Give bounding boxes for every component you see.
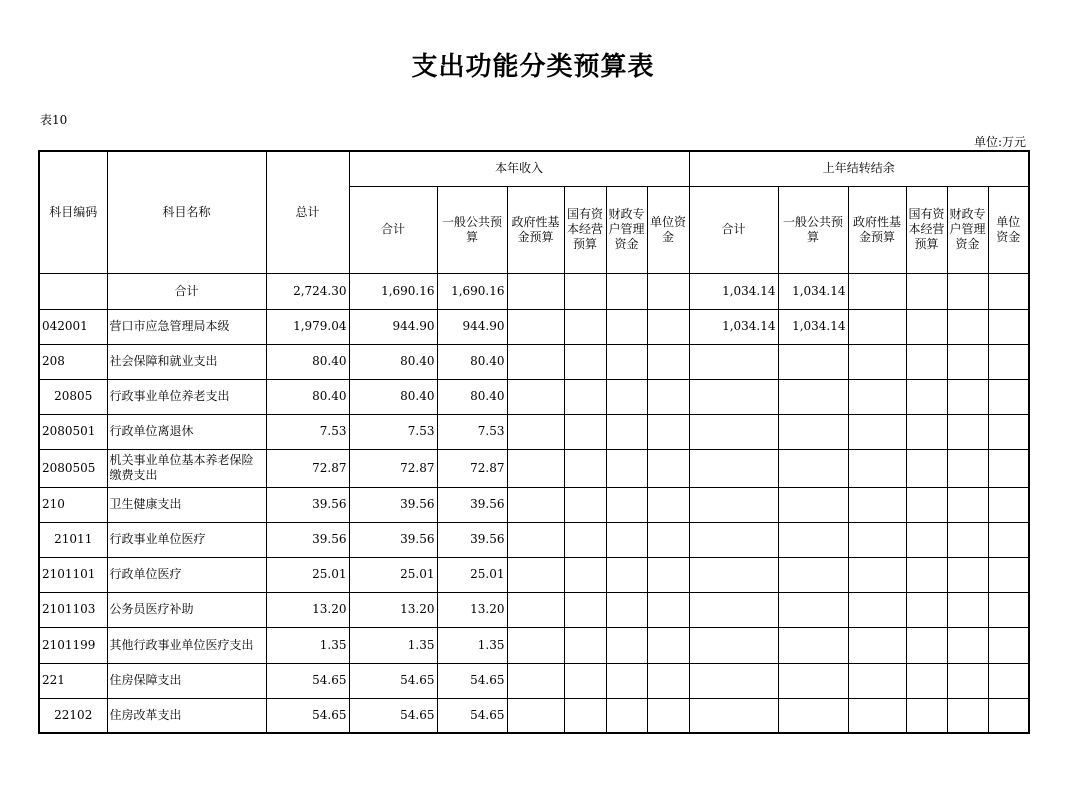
- cell-co-total: [689, 379, 778, 414]
- cell-co-general: [778, 414, 848, 449]
- cell-total: 54.65: [266, 663, 349, 698]
- cell-co-gov: [848, 663, 906, 698]
- header-total: 总计: [266, 151, 349, 273]
- cell-cy-total: 1,690.16: [349, 273, 437, 309]
- cell-cy-total: 80.40: [349, 344, 437, 379]
- cell-cy-total: 54.65: [349, 698, 437, 733]
- cell-cy-gov: [507, 379, 564, 414]
- cell-total: 1,979.04: [266, 309, 349, 344]
- cell-name: 营口市应急管理局本级: [107, 309, 266, 344]
- cell-cy-general: 80.40: [437, 379, 507, 414]
- cell-co-state: [906, 592, 947, 627]
- cell-co-general: [778, 379, 848, 414]
- cell-total: 80.40: [266, 379, 349, 414]
- cell-co-unit: [988, 449, 1029, 487]
- cell-cy-state: [564, 557, 606, 592]
- table-row: [39, 309, 1029, 344]
- cell-cy-state: [564, 698, 606, 733]
- cell-cy-general: 1,690.16: [437, 273, 507, 309]
- cell-co-general: [778, 663, 848, 698]
- cell-cy-fiscal: [606, 627, 647, 663]
- cell-code: 22102: [39, 698, 107, 733]
- cell-co-unit: [988, 414, 1029, 449]
- cell-cy-total: 54.65: [349, 663, 437, 698]
- cell-co-unit: [988, 273, 1029, 309]
- cell-name: 卫生健康支出: [107, 487, 266, 522]
- cell-cy-fiscal: [606, 273, 647, 309]
- cell-co-general: [778, 449, 848, 487]
- cell-cy-total: 72.87: [349, 449, 437, 487]
- table-number: 表10: [40, 113, 68, 127]
- cell-cy-general: 39.56: [437, 522, 507, 557]
- cell-co-total: [689, 487, 778, 522]
- cell-co-general: [778, 698, 848, 733]
- cell-cy-general: 944.90: [437, 309, 507, 344]
- header-cy-gov-fund: 政府性基金预算: [507, 186, 564, 273]
- cell-co-state: [906, 344, 947, 379]
- header-co-gov-fund: 政府性基金预算: [848, 186, 906, 273]
- cell-co-unit: [988, 592, 1029, 627]
- cell-total: 54.65: [266, 698, 349, 733]
- cell-co-state: [906, 627, 947, 663]
- cell-cy-unit: [647, 273, 689, 309]
- cell-code: 042001: [39, 309, 107, 344]
- cell-cy-general: 7.53: [437, 414, 507, 449]
- cell-co-total: [689, 592, 778, 627]
- cell-cy-total: 7.53: [349, 414, 437, 449]
- cell-total: 39.56: [266, 487, 349, 522]
- cell-cy-total: 80.40: [349, 379, 437, 414]
- cell-cy-fiscal: [606, 344, 647, 379]
- cell-cy-gov: [507, 627, 564, 663]
- cell-co-general: 1,034.14: [778, 309, 848, 344]
- cell-cy-gov: [507, 522, 564, 557]
- cell-cy-fiscal: [606, 309, 647, 344]
- cell-co-fiscal: [947, 309, 988, 344]
- cell-code: 221: [39, 663, 107, 698]
- cell-co-total: [689, 414, 778, 449]
- header-co-state-capital: 国有资本经营预算: [906, 186, 947, 273]
- cell-co-total: [689, 344, 778, 379]
- cell-co-unit: [988, 487, 1029, 522]
- cell-co-state: [906, 522, 947, 557]
- cell-code: 2101103: [39, 592, 107, 627]
- cell-name: 住房改革支出: [107, 698, 266, 733]
- cell-cy-gov: [507, 344, 564, 379]
- cell-cy-fiscal: [606, 522, 647, 557]
- cell-total: 7.53: [266, 414, 349, 449]
- cell-cy-state: [564, 344, 606, 379]
- cell-co-fiscal: [947, 698, 988, 733]
- cell-co-general: [778, 487, 848, 522]
- cell-cy-total: 944.90: [349, 309, 437, 344]
- cell-co-gov: [848, 273, 906, 309]
- cell-co-state: [906, 557, 947, 592]
- cell-code: [39, 273, 107, 309]
- cell-name: 机关事业单位基本养老保险缴费支出: [107, 449, 266, 487]
- cell-co-general: [778, 627, 848, 663]
- cell-cy-state: [564, 627, 606, 663]
- cell-name: 住房保障支出: [107, 663, 266, 698]
- table-row: [39, 627, 1029, 663]
- cell-cy-unit: [647, 309, 689, 344]
- cell-cy-gov: [507, 273, 564, 309]
- cell-total: 13.20: [266, 592, 349, 627]
- page-title: 支出功能分类预算表: [411, 52, 655, 82]
- cell-co-state: [906, 698, 947, 733]
- cell-co-total: [689, 663, 778, 698]
- cell-co-fiscal: [947, 487, 988, 522]
- cell-name: 行政单位离退休: [107, 414, 266, 449]
- cell-cy-general: 1.35: [437, 627, 507, 663]
- cell-cy-general: 54.65: [437, 663, 507, 698]
- cell-cy-fiscal: [606, 592, 647, 627]
- header-co-unit-fund: 单位资金: [988, 186, 1029, 273]
- cell-cy-unit: [647, 522, 689, 557]
- cell-cy-state: [564, 414, 606, 449]
- cell-name: 行政单位医疗: [107, 557, 266, 592]
- table-row: [39, 522, 1029, 557]
- header-co-subtotal: 合计: [689, 186, 778, 273]
- cell-cy-general: 13.20: [437, 592, 507, 627]
- cell-co-total: [689, 449, 778, 487]
- cell-cy-fiscal: [606, 698, 647, 733]
- cell-cy-state: [564, 487, 606, 522]
- cell-cy-general: 72.87: [437, 449, 507, 487]
- cell-cy-gov: [507, 449, 564, 487]
- cell-co-general: 1,034.14: [778, 273, 848, 309]
- cell-cy-unit: [647, 379, 689, 414]
- cell-co-fiscal: [947, 627, 988, 663]
- cell-co-gov: [848, 379, 906, 414]
- table-row: [39, 273, 1029, 309]
- cell-co-gov: [848, 449, 906, 487]
- cell-cy-unit: [647, 663, 689, 698]
- cell-total: 2,724.30: [266, 273, 349, 309]
- cell-co-unit: [988, 522, 1029, 557]
- cell-cy-unit: [647, 414, 689, 449]
- header-carryover: 上年结转结余: [689, 151, 1029, 186]
- cell-co-fiscal: [947, 344, 988, 379]
- cell-cy-total: 13.20: [349, 592, 437, 627]
- cell-name: 社会保障和就业支出: [107, 344, 266, 379]
- cell-code: 208: [39, 344, 107, 379]
- cell-code: 20805: [39, 379, 107, 414]
- cell-co-gov: [848, 592, 906, 627]
- cell-cy-total: 1.35: [349, 627, 437, 663]
- cell-code: 210: [39, 487, 107, 522]
- table-row: [39, 698, 1029, 733]
- cell-co-fiscal: [947, 663, 988, 698]
- cell-cy-unit: [647, 627, 689, 663]
- budget-table: [38, 150, 1030, 734]
- cell-cy-general: 39.56: [437, 487, 507, 522]
- cell-co-total: [689, 627, 778, 663]
- cell-cy-unit: [647, 698, 689, 733]
- table-row: [39, 449, 1029, 487]
- cell-co-unit: [988, 344, 1029, 379]
- cell-name: 合计: [107, 273, 266, 309]
- cell-name: 公务员医疗补助: [107, 592, 266, 627]
- header-co-general: 一般公共预算: [778, 186, 848, 273]
- cell-cy-state: [564, 273, 606, 309]
- cell-co-general: [778, 522, 848, 557]
- cell-cy-unit: [647, 592, 689, 627]
- cell-cy-gov: [507, 698, 564, 733]
- cell-cy-state: [564, 379, 606, 414]
- cell-cy-total: 39.56: [349, 487, 437, 522]
- cell-co-gov: [848, 522, 906, 557]
- cell-co-unit: [988, 379, 1029, 414]
- cell-total: 80.40: [266, 344, 349, 379]
- cell-name: 其他行政事业单位医疗支出: [107, 627, 266, 663]
- cell-cy-unit: [647, 449, 689, 487]
- table-row: [39, 557, 1029, 592]
- cell-cy-gov: [507, 414, 564, 449]
- cell-co-state: [906, 663, 947, 698]
- cell-cy-fiscal: [606, 449, 647, 487]
- cell-cy-gov: [507, 663, 564, 698]
- header-cy-general: 一般公共预算: [437, 186, 507, 273]
- cell-co-state: [906, 273, 947, 309]
- table-row: [39, 592, 1029, 627]
- cell-name: 行政事业单位养老支出: [107, 379, 266, 414]
- header-cy-fiscal-special: 财政专户管理资金: [606, 186, 647, 273]
- cell-cy-gov: [507, 557, 564, 592]
- cell-co-gov: [848, 627, 906, 663]
- cell-cy-fiscal: [606, 379, 647, 414]
- cell-co-total: [689, 522, 778, 557]
- cell-co-total: [689, 557, 778, 592]
- cell-co-fiscal: [947, 414, 988, 449]
- cell-co-total: [689, 698, 778, 733]
- cell-co-unit: [988, 627, 1029, 663]
- cell-co-state: [906, 414, 947, 449]
- cell-co-state: [906, 309, 947, 344]
- cell-co-total: 1,034.14: [689, 309, 778, 344]
- cell-cy-fiscal: [606, 487, 647, 522]
- cell-co-gov: [848, 344, 906, 379]
- cell-co-state: [906, 449, 947, 487]
- cell-code: 2080505: [39, 449, 107, 487]
- cell-cy-state: [564, 449, 606, 487]
- cell-co-gov: [848, 309, 906, 344]
- cell-co-fiscal: [947, 592, 988, 627]
- cell-cy-unit: [647, 344, 689, 379]
- cell-co-gov: [848, 698, 906, 733]
- table-row: [39, 344, 1029, 379]
- cell-cy-total: 39.56: [349, 522, 437, 557]
- cell-co-unit: [988, 557, 1029, 592]
- cell-cy-unit: [647, 557, 689, 592]
- cell-co-total: 1,034.14: [689, 273, 778, 309]
- cell-cy-general: 54.65: [437, 698, 507, 733]
- cell-cy-unit: [647, 487, 689, 522]
- cell-total: 25.01: [266, 557, 349, 592]
- cell-cy-state: [564, 592, 606, 627]
- cell-co-fiscal: [947, 273, 988, 309]
- header-cy-unit-fund: 单位资金: [647, 186, 689, 273]
- header-co-fiscal-special: 财政专户管理资金: [947, 186, 988, 273]
- table-row: [39, 663, 1029, 698]
- header-current-year: 本年收入: [349, 151, 689, 186]
- cell-co-unit: [988, 309, 1029, 344]
- cell-co-gov: [848, 414, 906, 449]
- cell-cy-state: [564, 522, 606, 557]
- cell-code: 2080501: [39, 414, 107, 449]
- cell-cy-gov: [507, 592, 564, 627]
- table-row: [39, 379, 1029, 414]
- table-row: [39, 414, 1029, 449]
- header-cy-subtotal: 合计: [349, 186, 437, 273]
- cell-cy-general: 25.01: [437, 557, 507, 592]
- cell-co-fiscal: [947, 522, 988, 557]
- cell-total: 72.87: [266, 449, 349, 487]
- cell-code: 2101101: [39, 557, 107, 592]
- unit-label: 单位:万元: [973, 135, 1026, 149]
- cell-co-state: [906, 487, 947, 522]
- cell-co-general: [778, 557, 848, 592]
- cell-cy-state: [564, 309, 606, 344]
- cell-cy-gov: [507, 487, 564, 522]
- cell-co-general: [778, 344, 848, 379]
- table-row: [39, 487, 1029, 522]
- cell-co-gov: [848, 557, 906, 592]
- cell-total: 1.35: [266, 627, 349, 663]
- cell-cy-fiscal: [606, 414, 647, 449]
- cell-cy-total: 25.01: [349, 557, 437, 592]
- cell-cy-fiscal: [606, 557, 647, 592]
- cell-co-gov: [848, 487, 906, 522]
- cell-total: 39.56: [266, 522, 349, 557]
- cell-cy-gov: [507, 309, 564, 344]
- cell-co-fiscal: [947, 379, 988, 414]
- cell-code: 21011: [39, 522, 107, 557]
- cell-co-fiscal: [947, 449, 988, 487]
- cell-name: 行政事业单位医疗: [107, 522, 266, 557]
- cell-co-unit: [988, 698, 1029, 733]
- header-cy-state-capital: 国有资本经营预算: [564, 186, 606, 273]
- cell-co-general: [778, 592, 848, 627]
- header-code: 科目编码: [39, 151, 107, 273]
- cell-cy-general: 80.40: [437, 344, 507, 379]
- cell-co-fiscal: [947, 557, 988, 592]
- cell-cy-state: [564, 663, 606, 698]
- cell-co-state: [906, 379, 947, 414]
- header-name: 科目名称: [107, 151, 266, 273]
- cell-co-unit: [988, 663, 1029, 698]
- cell-cy-fiscal: [606, 663, 647, 698]
- cell-code: 2101199: [39, 627, 107, 663]
